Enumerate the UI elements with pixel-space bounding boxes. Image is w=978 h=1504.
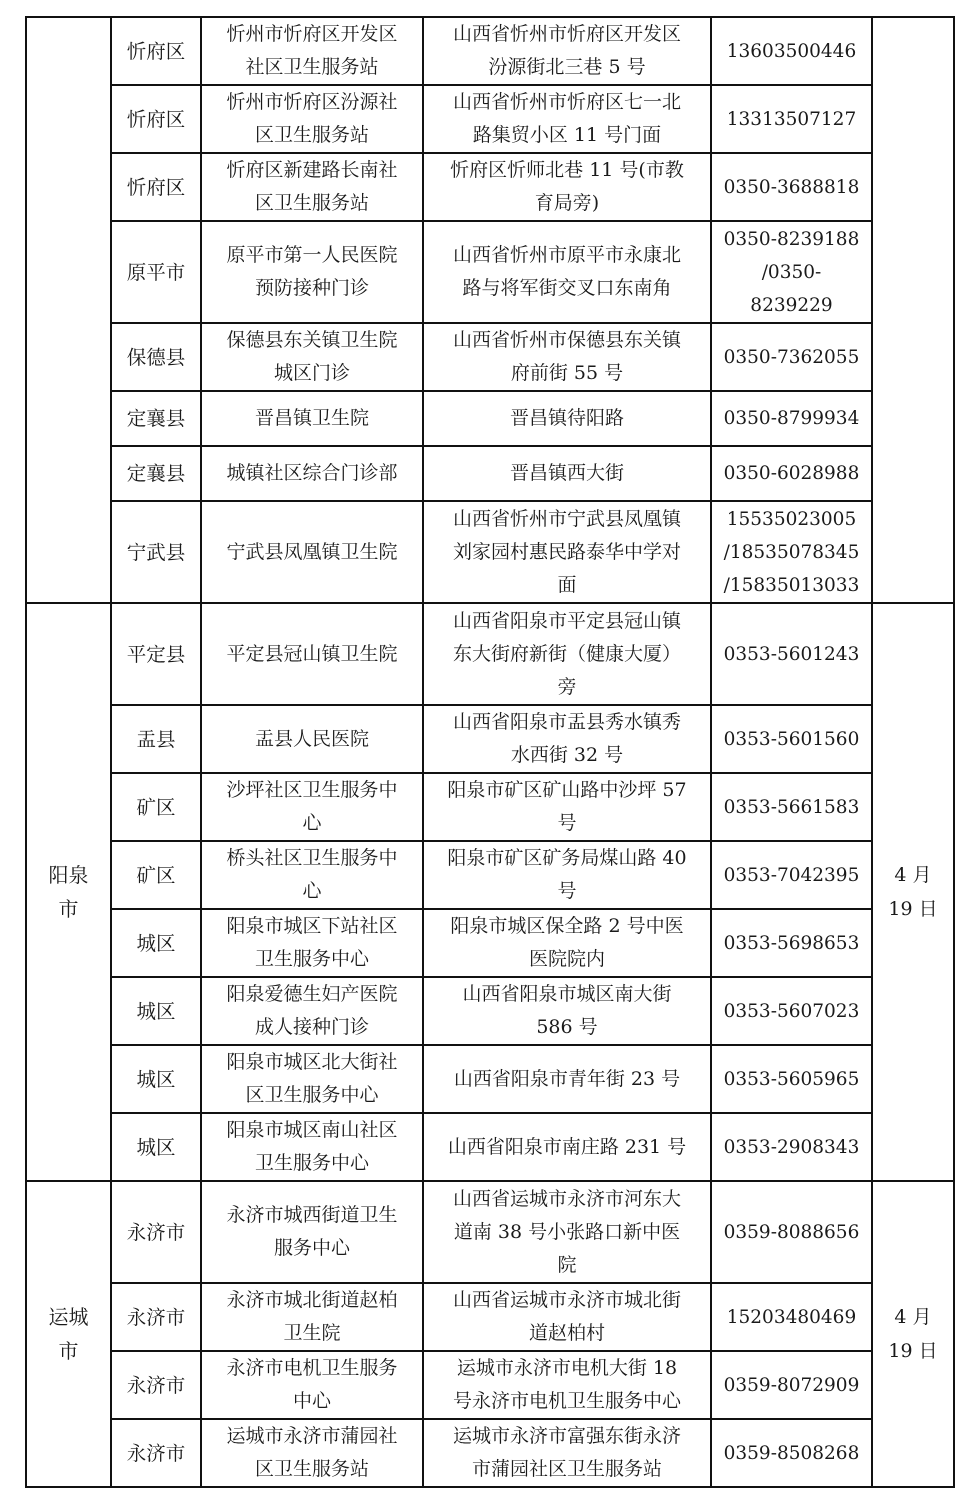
- text-line: 阳泉市矿区矿务局煤山路 40: [447, 847, 687, 869]
- address-cell: [423, 85, 711, 153]
- address-cell: [423, 773, 711, 841]
- text-line: 运城市永济市电机大街 18: [456, 1357, 678, 1379]
- table-row: [26, 1181, 954, 1283]
- date-cell: [872, 603, 954, 1181]
- phone-cell: [711, 909, 872, 977]
- site-name-cell: [201, 85, 423, 153]
- site-name-cell: [201, 603, 423, 705]
- phone-cell: [711, 501, 872, 603]
- text-line: 山西省阳泉市平定县冠山镇: [452, 609, 681, 632]
- text-line: 0353-2908343: [723, 1136, 860, 1158]
- table-row: [26, 1283, 954, 1351]
- county-cell: 原平市: [111, 221, 201, 323]
- county-cell: 城区: [111, 1113, 201, 1181]
- address-cell: [423, 153, 711, 221]
- site-name-cell: [201, 841, 423, 909]
- text-line: 8239229: [750, 294, 833, 316]
- county-cell: 盂县: [111, 705, 201, 773]
- text-line: 市: [58, 897, 79, 921]
- phone-cell: [711, 1419, 872, 1487]
- text-line: 号: [557, 812, 577, 834]
- text-line: 道南 38 号小张路口新中医: [453, 1220, 681, 1243]
- county-cell: 定襄县: [111, 446, 201, 501]
- text-line: 0353-5698653: [723, 932, 860, 954]
- county-cell: 忻府区: [111, 17, 201, 85]
- site-name-cell: [201, 1283, 423, 1351]
- address-cell: [423, 1419, 711, 1487]
- site-name-cell: [201, 17, 423, 85]
- text-line: 区卫生服务站: [254, 124, 369, 146]
- table-row: [26, 1419, 954, 1487]
- text-line: 0353-7042395: [723, 864, 860, 886]
- text-line: 区卫生服务中心: [245, 1084, 379, 1106]
- text-line: 山西省运城市永济市城北街: [452, 1289, 681, 1311]
- text-line: 城区门诊: [273, 362, 350, 384]
- text-line: 阳泉: [48, 863, 89, 887]
- text-line: 汾源街北三巷 5 号: [488, 56, 646, 78]
- text-line: 19 日: [888, 1340, 938, 1362]
- table-row: [26, 153, 954, 221]
- text-line: 阳泉市城区南山社区: [226, 1119, 398, 1141]
- address-cell: [423, 221, 711, 323]
- phone-cell: [711, 17, 872, 85]
- phone-cell: [711, 1351, 872, 1419]
- text-line: 路集贸小区 11 号门面: [472, 124, 662, 146]
- text-line: 0359-8088656: [723, 1221, 860, 1243]
- text-line: 15203480469: [726, 1306, 857, 1328]
- text-line: 心: [302, 880, 322, 902]
- address-cell: [423, 1283, 711, 1351]
- address-cell: [423, 1113, 711, 1181]
- text-line: 卫生服务中心: [254, 948, 369, 970]
- phone-cell: [711, 85, 872, 153]
- table-row: [26, 1113, 954, 1181]
- text-line: 市蒲园社区卫生服务站: [471, 1458, 662, 1480]
- text-line: 586 号: [536, 1016, 598, 1038]
- text-line: 山西省忻州市保德县东关镇: [452, 329, 681, 351]
- address-cell: [423, 323, 711, 391]
- table-row: [26, 1045, 954, 1113]
- county-cell: 城区: [111, 977, 201, 1045]
- site-name-cell: [201, 773, 423, 841]
- county-cell: 宁武县: [111, 501, 201, 603]
- site-name-cell: [201, 501, 423, 603]
- text-line: 市: [58, 1339, 79, 1363]
- county-cell: 永济市: [111, 1181, 201, 1283]
- phone-cell: [711, 977, 872, 1045]
- city-cell: [26, 603, 111, 1181]
- clinic-table-container: [25, 16, 953, 1488]
- text-line: 晋昌镇待阳路: [509, 407, 624, 429]
- county-cell: 永济市: [111, 1283, 201, 1351]
- phone-cell: [711, 705, 872, 773]
- text-line: 山西省阳泉市盂县秀水镇秀: [452, 711, 681, 733]
- text-line: 晋昌镇西大街: [509, 462, 624, 484]
- text-line: 城镇社区综合门诊部: [226, 462, 398, 484]
- text-line: 4 月: [894, 1306, 932, 1328]
- site-name-cell: [201, 977, 423, 1045]
- text-line: 13313507127: [726, 108, 857, 130]
- phone-cell: [711, 1181, 872, 1283]
- county-cell: 忻府区: [111, 153, 201, 221]
- text-line: 社区卫生服务站: [245, 56, 379, 78]
- address-cell: [423, 977, 711, 1045]
- table-row: [26, 705, 954, 773]
- text-line: 晋昌镇卫生院: [254, 407, 369, 429]
- text-line: 4 月: [894, 864, 932, 886]
- address-cell: [423, 909, 711, 977]
- site-name-cell: [201, 1113, 423, 1181]
- text-line: 山西省忻州市宁武县凤凰镇: [452, 507, 681, 530]
- phone-cell: [711, 446, 872, 501]
- text-line: 15535023005: [726, 508, 857, 530]
- address-cell: [423, 501, 711, 603]
- text-line: 忻府区新建路长南社: [226, 159, 398, 181]
- text-line: 忻府区忻师北巷 11 号(市教: [450, 159, 684, 181]
- text-line: 0353-5605965: [723, 1068, 860, 1090]
- text-line: 0350-7362055: [723, 346, 860, 368]
- city-cell: [26, 1181, 111, 1487]
- site-name-cell: [201, 909, 423, 977]
- text-line: 预防接种门诊: [254, 277, 369, 299]
- table-row: [26, 773, 954, 841]
- county-cell: 城区: [111, 1045, 201, 1113]
- site-name-cell: [201, 1045, 423, 1113]
- text-line: 运城市永济市富强东街永济: [452, 1425, 681, 1447]
- county-cell: 矿区: [111, 773, 201, 841]
- text-line: 山西省阳泉市青年街 23 号: [453, 1067, 681, 1090]
- table-row: [26, 446, 954, 501]
- text-line: 19 日: [888, 898, 938, 920]
- text-line: 沙坪社区卫生服务中: [226, 779, 398, 801]
- address-cell: [423, 1181, 711, 1283]
- county-cell: 定襄县: [111, 391, 201, 446]
- table-row: [26, 221, 954, 323]
- address-cell: [423, 841, 711, 909]
- site-name-cell: [201, 446, 423, 501]
- county-cell: 平定县: [111, 603, 201, 705]
- text-line: 卫生院: [283, 1322, 341, 1344]
- text-line: 0353-5601243: [723, 643, 860, 665]
- phone-cell: [711, 323, 872, 391]
- address-cell: [423, 17, 711, 85]
- text-line: 平定县冠山镇卫生院: [226, 642, 398, 665]
- text-line: 旁: [557, 675, 577, 698]
- text-line: 13603500446: [726, 40, 857, 62]
- address-cell: [423, 446, 711, 501]
- text-line: 永济市城北街道赵柏: [226, 1289, 398, 1311]
- table-row: [26, 17, 954, 85]
- table-row: [26, 977, 954, 1045]
- text-line: 永济市城西街道卫生: [226, 1204, 398, 1226]
- text-line: 面: [557, 573, 577, 596]
- phone-cell: [711, 603, 872, 705]
- text-line: 阳泉市城区保全路 2 号中医: [450, 915, 684, 937]
- clinic-table: [25, 16, 955, 1488]
- phone-cell: [711, 1045, 872, 1113]
- table-row: [26, 909, 954, 977]
- text-line: 忻州市忻府区汾源社: [226, 91, 398, 113]
- text-line: 保德县东关镇卫生院: [226, 329, 398, 351]
- text-line: 山西省运城市永济市河东大: [452, 1187, 681, 1210]
- text-line: 0353-5661583: [723, 796, 860, 818]
- site-name-cell: [201, 391, 423, 446]
- text-line: 山西省阳泉市南庄路 231 号: [447, 1135, 687, 1158]
- table-row: [26, 603, 954, 705]
- phone-cell: [711, 773, 872, 841]
- text-line: 路与将军街交叉口东南角: [462, 277, 672, 299]
- site-name-cell: [201, 1419, 423, 1487]
- phone-cell: [711, 391, 872, 446]
- county-cell: 保德县: [111, 323, 201, 391]
- address-cell: [423, 1351, 711, 1419]
- text-line: 阳泉市城区下站社区: [226, 915, 398, 937]
- text-line: 运城市永济市蒲园社: [226, 1425, 398, 1447]
- table-row: [26, 85, 954, 153]
- site-name-cell: [201, 705, 423, 773]
- phone-cell: [711, 1113, 872, 1181]
- site-name-cell: [201, 221, 423, 323]
- county-cell: 城区: [111, 909, 201, 977]
- table-row: [26, 323, 954, 391]
- text-line: 水西街 32 号: [510, 744, 624, 766]
- text-line: 宁武县凤凰镇卫生院: [226, 540, 398, 563]
- text-line: 卫生服务中心: [254, 1152, 369, 1174]
- date-cell: [872, 17, 954, 603]
- address-cell: [423, 391, 711, 446]
- phone-cell: [711, 221, 872, 323]
- text-line: 永济市电机卫生服务: [226, 1357, 398, 1379]
- text-line: 育局旁): [534, 192, 600, 214]
- address-cell: [423, 603, 711, 705]
- text-line: 号: [557, 880, 577, 902]
- text-line: 东大街府新街（健康大厦）: [452, 642, 681, 665]
- text-line: 0350-8239188: [723, 228, 860, 250]
- text-line: 0350-8799934: [723, 408, 860, 429]
- text-line: 0359-8072909: [723, 1374, 860, 1396]
- site-name-cell: [201, 1351, 423, 1419]
- text-line: 运城: [48, 1305, 89, 1329]
- table-row: [26, 501, 954, 603]
- text-line: 道赵柏村: [528, 1322, 605, 1344]
- text-line: 府前街 55 号: [510, 362, 624, 384]
- county-cell: 矿区: [111, 841, 201, 909]
- text-line: 山西省阳泉市城区南大街: [462, 983, 672, 1005]
- text-line: 区卫生服务站: [254, 1458, 369, 1480]
- county-cell: 忻府区: [111, 85, 201, 153]
- phone-cell: [711, 1283, 872, 1351]
- phone-cell: [711, 841, 872, 909]
- text-line: 服务中心: [273, 1237, 350, 1259]
- text-line: 中心: [292, 1390, 331, 1412]
- site-name-cell: [201, 1181, 423, 1283]
- text-line: 桥头社区卫生服务中: [226, 847, 398, 869]
- text-line: 阳泉爱德生妇产医院: [226, 983, 398, 1005]
- text-line: 山西省忻州市忻府区七一北: [452, 91, 681, 113]
- text-line: 心: [302, 812, 322, 834]
- text-line: /18535078345: [723, 541, 860, 563]
- text-line: 山西省忻州市忻府区开发区: [452, 23, 681, 45]
- table-row: [26, 841, 954, 909]
- text-line: 号永济市电机卫生服务中心: [452, 1390, 681, 1412]
- site-name-cell: [201, 323, 423, 391]
- text-line: 盂县人民医院: [254, 727, 369, 750]
- text-line: 医院院内: [528, 948, 605, 970]
- county-cell: 永济市: [111, 1419, 201, 1487]
- text-line: 刘家园村惠民路泰华中学对: [452, 540, 681, 563]
- text-line: 院: [557, 1253, 577, 1276]
- table-row: [26, 1351, 954, 1419]
- text-line: 0350-3688818: [723, 176, 860, 198]
- site-name-cell: [201, 153, 423, 221]
- city-cell: [26, 17, 111, 603]
- phone-cell: [711, 153, 872, 221]
- address-cell: [423, 705, 711, 773]
- text-line: 阳泉市城区北大街社: [226, 1051, 398, 1073]
- county-cell: 永济市: [111, 1351, 201, 1419]
- clinic-table-body: [26, 17, 954, 1487]
- text-line: 0350-6028988: [723, 463, 860, 484]
- address-cell: [423, 1045, 711, 1113]
- text-line: 原平市第一人民医院: [226, 244, 398, 266]
- text-line: 0353-5607023: [723, 1000, 860, 1022]
- text-line: /15835013033: [723, 574, 860, 596]
- text-line: /0350-: [761, 261, 822, 283]
- text-line: 0359-8508268: [723, 1442, 860, 1464]
- text-line: 忻州市忻府区开发区: [226, 23, 398, 45]
- text-line: 山西省忻州市原平市永康北: [452, 244, 681, 266]
- text-line: 区卫生服务站: [254, 192, 369, 214]
- text-line: 阳泉市矿区矿山路中沙坪 57: [447, 779, 687, 801]
- table-row: [26, 391, 954, 446]
- text-line: 成人接种门诊: [254, 1016, 369, 1038]
- date-cell: [872, 1181, 954, 1487]
- text-line: 0353-5601560: [723, 728, 860, 750]
